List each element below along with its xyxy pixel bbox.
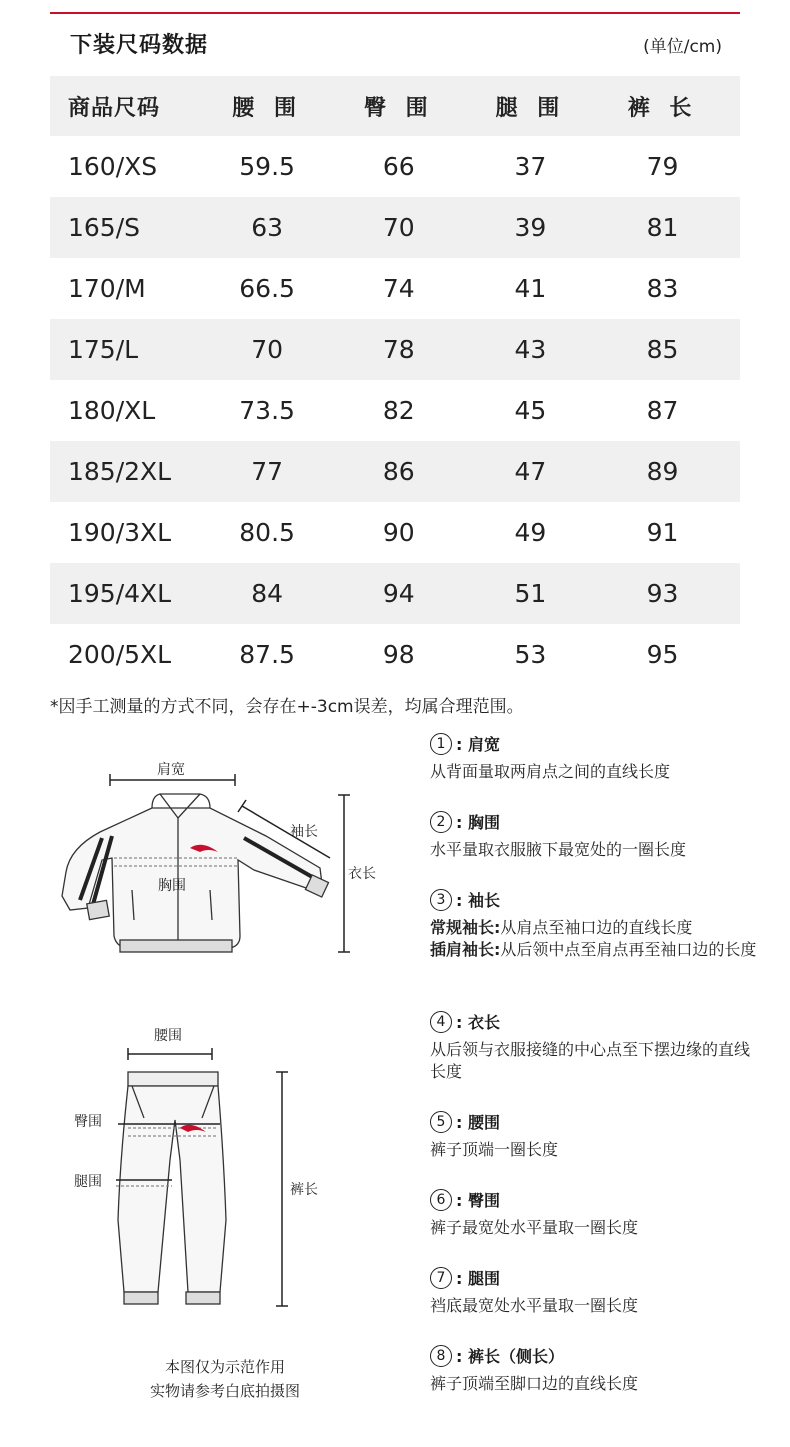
- definition-desc: 裤子最宽处水平量取一圈长度: [430, 1218, 639, 1237]
- size-cell: 180/XL: [68, 396, 156, 425]
- definition-desc: 裤子顶端一圈长度: [430, 1140, 559, 1159]
- number-badge: 7: [430, 1267, 452, 1289]
- definition-waist: [430, 1110, 760, 1161]
- sub-value: 从后领中点至肩点再至袖口边的长度: [500, 940, 757, 959]
- value-cell: 79: [646, 152, 679, 181]
- value-cell: 53: [514, 640, 547, 669]
- value-cell: 74: [382, 274, 415, 303]
- table-row: [50, 319, 740, 380]
- size-cell: 185/2XL: [68, 457, 172, 486]
- shoulder-label: 肩宽: [157, 762, 185, 778]
- sub-value: 从肩点至袖口边的直线长度: [500, 918, 693, 937]
- value-cell: 73.5: [239, 396, 295, 425]
- value-cell: 66.5: [239, 274, 295, 303]
- definition-desc: 从背面量取两肩点之间的直线长度: [430, 762, 671, 781]
- value-cell: 70: [382, 213, 415, 242]
- value-cell: 37: [514, 152, 547, 181]
- number-badge: 8: [430, 1345, 452, 1367]
- definition-jacket-length: [430, 1010, 760, 1083]
- measurement-note: *因手工测量的方式不同，会存在+-3cm误差，均属合理范围。: [50, 697, 524, 717]
- definition-sub: [430, 917, 760, 939]
- value-cell: 93: [646, 579, 679, 608]
- size-cell: 190/3XL: [68, 518, 172, 547]
- column-header: 臀 围: [363, 95, 434, 121]
- value-cell: 94: [382, 579, 415, 608]
- number-badge: 5: [430, 1111, 452, 1133]
- size-cell: 175/L: [68, 335, 139, 364]
- value-cell: 66: [382, 152, 415, 181]
- definition-sub: [430, 939, 760, 961]
- definition-thigh: [430, 1266, 760, 1317]
- definition-pants-length: [430, 1344, 760, 1395]
- sub-key: 插肩袖长:: [430, 940, 501, 959]
- number-badge: 3: [430, 889, 452, 911]
- definition-title: : 裤长（侧长）: [456, 1347, 564, 1366]
- definition-sleeve: [430, 888, 760, 961]
- definition-hip: [430, 1188, 760, 1239]
- jacket-illustration: [62, 794, 329, 952]
- unit-label: (单位/cm): [643, 37, 722, 57]
- diagram-caption: [110, 1355, 340, 1403]
- size-cell: 165/S: [68, 213, 141, 242]
- value-cell: 87.5: [239, 640, 295, 669]
- table-header-row: [50, 76, 740, 136]
- table-row: [50, 258, 740, 319]
- jacket-length-label: 衣长: [348, 866, 376, 882]
- value-cell: 41: [514, 274, 547, 303]
- column-header: 腰 围: [232, 95, 302, 121]
- garment-diagram: [40, 740, 380, 1340]
- table-body: [50, 136, 740, 685]
- size-cell: 170/M: [68, 274, 146, 303]
- value-cell: 39: [514, 213, 547, 242]
- table-row: [50, 380, 740, 441]
- waist-label: 腰围: [154, 1028, 182, 1044]
- size-cell: 200/5XL: [68, 640, 172, 669]
- column-header: 商品尺码: [68, 95, 161, 121]
- value-cell: 83: [646, 274, 679, 303]
- value-cell: 43: [514, 335, 547, 364]
- value-cell: 90: [382, 518, 415, 547]
- number-badge: 6: [430, 1189, 452, 1211]
- table-row: [50, 441, 740, 502]
- value-cell: 63: [251, 213, 284, 242]
- definition-title: : 腰围: [456, 1113, 500, 1132]
- sleeve-label: 袖长: [290, 824, 318, 840]
- definition-shoulder: [430, 732, 760, 783]
- value-cell: 98: [382, 640, 415, 669]
- definition-desc: 从后领与衣服接缝的中心点至下摆边缘的直线长度: [430, 1040, 751, 1081]
- definition-title: : 臀围: [456, 1191, 500, 1210]
- top-accent-line: [50, 12, 740, 14]
- caption-line: 本图仅为示范作用: [164, 1358, 285, 1376]
- value-cell: 80.5: [239, 518, 295, 547]
- value-cell: 59.5: [239, 152, 295, 181]
- definition-title: : 肩宽: [456, 735, 500, 754]
- value-cell: 85: [646, 335, 679, 364]
- value-cell: 87: [646, 396, 679, 425]
- definition-title: : 胸围: [456, 813, 500, 832]
- table-row: [50, 197, 740, 258]
- value-cell: 70: [251, 335, 284, 364]
- value-cell: 77: [251, 457, 284, 486]
- definition-desc: 裆底最宽处水平量取一圈长度: [430, 1296, 639, 1315]
- value-cell: 86: [382, 457, 415, 486]
- table-row: [50, 624, 740, 685]
- column-header: 裤 长: [627, 95, 698, 121]
- sub-key: 常规袖长:: [430, 918, 501, 937]
- value-cell: 49: [514, 518, 547, 547]
- value-cell: 95: [646, 640, 679, 669]
- hip-label: 臀围: [74, 1114, 102, 1130]
- size-table: [50, 76, 740, 685]
- page-title: 下装尺码数据: [70, 33, 209, 58]
- value-cell: 78: [382, 335, 415, 364]
- chest-label: 胸围: [158, 878, 186, 894]
- size-cell: 160/XS: [68, 152, 158, 181]
- number-badge: 1: [430, 733, 452, 755]
- definition-title: : 腿围: [456, 1269, 500, 1288]
- value-cell: 51: [514, 579, 547, 608]
- value-cell: 47: [514, 457, 547, 486]
- number-badge: 4: [430, 1011, 452, 1033]
- caption-line: 实物请参考白底拍摄图: [149, 1382, 300, 1400]
- value-cell: 81: [646, 213, 679, 242]
- table-row: [50, 136, 740, 197]
- thigh-label: 腿围: [74, 1174, 102, 1190]
- definition-chest: [430, 810, 760, 861]
- pants-length-label: 裤长: [290, 1182, 318, 1198]
- definition-desc: 水平量取衣服腋下最宽处的一圈长度: [430, 840, 687, 859]
- column-header: 腿 围: [495, 95, 566, 121]
- pants-illustration: [116, 1072, 226, 1304]
- size-cell: 195/4XL: [68, 579, 172, 608]
- definition-title: : 衣长: [456, 1013, 500, 1032]
- definition-title: : 袖长: [456, 891, 500, 910]
- table-row: [50, 502, 740, 563]
- table-row: [50, 563, 740, 624]
- value-cell: 82: [382, 396, 415, 425]
- value-cell: 45: [514, 396, 547, 425]
- value-cell: 84: [251, 579, 284, 608]
- value-cell: 91: [646, 518, 679, 547]
- definition-desc: 裤子顶端至脚口边的直线长度: [430, 1374, 639, 1393]
- value-cell: 89: [646, 457, 679, 486]
- number-badge: 2: [430, 811, 452, 833]
